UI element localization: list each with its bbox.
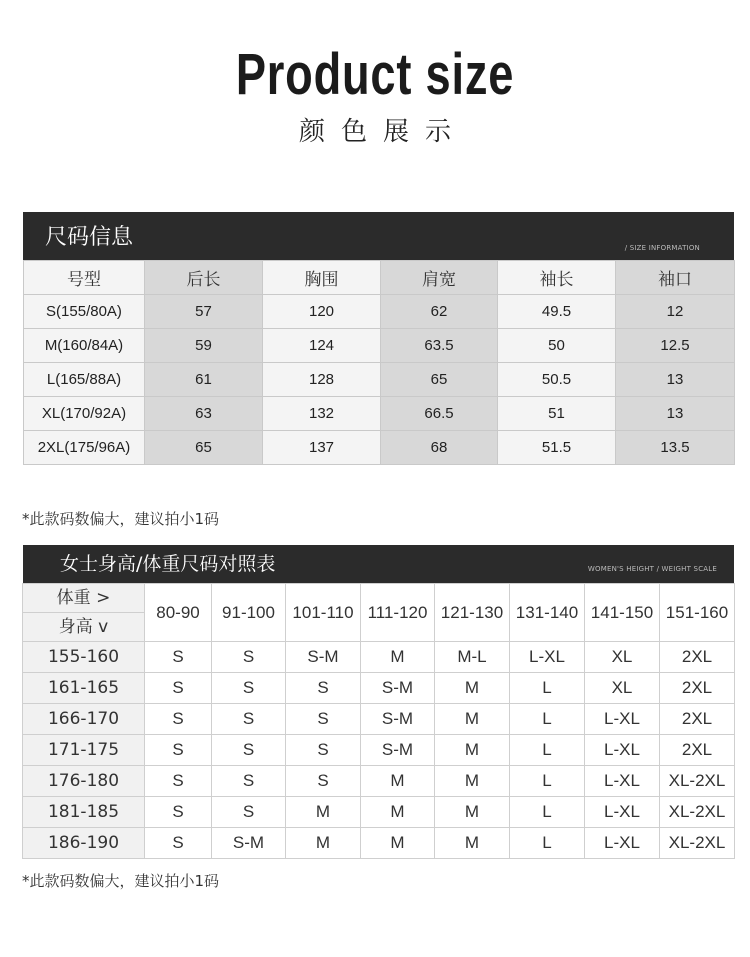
table-cell: S <box>212 704 286 735</box>
table-cell: XL-2XL <box>660 797 735 828</box>
weight-axis-label: 体重 > <box>23 584 144 613</box>
table-cell: 63 <box>145 397 263 431</box>
row-header: 155-160 <box>23 642 145 673</box>
table-cell: L <box>510 735 585 766</box>
table-header-row <box>23 584 735 642</box>
table-cell: S <box>212 642 286 673</box>
table-cell: 59 <box>145 329 263 363</box>
column-header: 胸围 <box>263 261 381 295</box>
table-cell: XL-2XL <box>660 766 735 797</box>
table-cell: S-M <box>361 673 435 704</box>
table-cell: M <box>286 828 361 859</box>
height-axis-label: 身高 v <box>58 617 109 637</box>
column-header: 后长 <box>145 261 263 295</box>
table-cell: M <box>435 828 510 859</box>
table-cell: S <box>145 735 212 766</box>
table-row <box>24 295 735 329</box>
column-header: 袖口 <box>616 261 735 295</box>
table-cell: 2XL <box>660 673 735 704</box>
table-cell: L <box>510 673 585 704</box>
table-cell: 128 <box>263 363 381 397</box>
page-title: Product size <box>235 42 515 107</box>
table-cell: M <box>435 673 510 704</box>
table-cell: 12 <box>616 295 735 329</box>
column-header: 121-130 <box>435 584 510 642</box>
table-cell: XL <box>585 673 660 704</box>
table-cell: XL(170/92A) <box>24 397 145 431</box>
table-cell: 132 <box>263 397 381 431</box>
table-cell: L <box>510 828 585 859</box>
row-header: 186-190 <box>23 828 145 859</box>
corner-header <box>23 584 145 642</box>
table-cell: 68 <box>381 431 498 465</box>
table-cell: M <box>435 797 510 828</box>
table-cell: S(155/80A) <box>24 295 145 329</box>
table-cell: 13 <box>616 397 735 431</box>
table-cell: L-XL <box>585 704 660 735</box>
table-row <box>23 704 735 735</box>
table-cell: S <box>145 766 212 797</box>
table-cell: 49.5 <box>498 295 616 329</box>
table-cell: L <box>510 797 585 828</box>
table-cell: S-M <box>286 642 361 673</box>
table-cell: 61 <box>145 363 263 397</box>
table-row <box>24 431 735 465</box>
table-cell: 2XL <box>660 642 735 673</box>
table-cell: M <box>435 735 510 766</box>
table-cell: M(160/84A) <box>24 329 145 363</box>
table-cell: 12.5 <box>616 329 735 363</box>
table-cell: M <box>361 766 435 797</box>
table-cell: L-XL <box>585 735 660 766</box>
table-cell: S <box>145 797 212 828</box>
table-row <box>23 642 735 673</box>
weight-scale-subtitle: WOMEN'S HEIGHT / WEIGHT SCALE <box>587 565 717 573</box>
table-cell: 50.5 <box>498 363 616 397</box>
row-header: 176-180 <box>23 766 145 797</box>
table-cell: S <box>286 704 361 735</box>
column-header: 91-100 <box>212 584 286 642</box>
table-cell: 2XL <box>660 704 735 735</box>
column-header: 袖长 <box>498 261 616 295</box>
table-cell: 2XL(175/96A) <box>24 431 145 465</box>
table-cell: L-XL <box>585 797 660 828</box>
table-cell: 65 <box>145 431 263 465</box>
row-header: 161-165 <box>23 673 145 704</box>
column-header: 131-140 <box>510 584 585 642</box>
column-header: 肩宽 <box>381 261 498 295</box>
table-cell: S-M <box>212 828 286 859</box>
table-cell: 13 <box>616 363 735 397</box>
table-cell: 120 <box>263 295 381 329</box>
size-note: *此款码数偏大，建议拍小1码 <box>22 510 220 528</box>
size-info-title: 尺码信息 <box>45 225 134 250</box>
column-header: 号型 <box>24 261 145 295</box>
column-header: 141-150 <box>585 584 660 642</box>
weight-scale-title: 女士身高/体重尺码对照表 <box>60 553 276 575</box>
column-header: 80-90 <box>145 584 212 642</box>
table-header-row <box>24 261 735 295</box>
size-info-table <box>23 260 735 465</box>
table-cell: M <box>286 797 361 828</box>
table-row <box>24 397 735 431</box>
table-row <box>23 673 735 704</box>
table-row <box>23 828 735 859</box>
table-cell: S <box>212 797 286 828</box>
height-weight-table <box>22 583 735 859</box>
table-cell: 51.5 <box>498 431 616 465</box>
table-cell: M <box>435 766 510 797</box>
table-cell: 51 <box>498 397 616 431</box>
table-cell: S <box>286 735 361 766</box>
table-cell: S <box>145 704 212 735</box>
table-cell: 65 <box>381 363 498 397</box>
column-header: 101-110 <box>286 584 361 642</box>
table-cell: S <box>212 673 286 704</box>
table-cell: 2XL <box>660 735 735 766</box>
table-cell: S <box>212 735 286 766</box>
column-header: 111-120 <box>361 584 435 642</box>
table-row <box>23 797 735 828</box>
table-cell: S <box>145 673 212 704</box>
size-info-header <box>23 212 734 260</box>
table-cell: S-M <box>361 735 435 766</box>
table-row <box>23 735 735 766</box>
table-cell: 57 <box>145 295 263 329</box>
table-cell: L-XL <box>585 766 660 797</box>
size-info-subtitle: / SIZE INFORMATION <box>624 244 700 252</box>
table-cell: L-XL <box>510 642 585 673</box>
table-row <box>24 329 735 363</box>
table-cell: S <box>145 642 212 673</box>
table-cell: 66.5 <box>381 397 498 431</box>
table-row <box>24 363 735 397</box>
table-cell: S <box>212 766 286 797</box>
table-cell: L <box>510 766 585 797</box>
table-cell: M <box>361 642 435 673</box>
table-cell: S <box>286 673 361 704</box>
table-cell: L <box>510 704 585 735</box>
table-cell: M-L <box>435 642 510 673</box>
table-cell: S <box>145 828 212 859</box>
column-header: 151-160 <box>660 584 735 642</box>
table-cell: 137 <box>263 431 381 465</box>
table-cell: S <box>286 766 361 797</box>
table-row <box>23 766 735 797</box>
table-cell: 50 <box>498 329 616 363</box>
table-cell: 62 <box>381 295 498 329</box>
row-header: 166-170 <box>23 704 145 735</box>
table-cell: L-XL <box>585 828 660 859</box>
table-cell: 63.5 <box>381 329 498 363</box>
table-cell: M <box>361 797 435 828</box>
weight-scale-header <box>23 545 734 583</box>
size-note-2: *此款码数偏大，建议拍小1码 <box>22 872 220 890</box>
table-cell: S-M <box>361 704 435 735</box>
table-cell: M <box>361 828 435 859</box>
table-cell: XL-2XL <box>660 828 735 859</box>
table-cell: 13.5 <box>616 431 735 465</box>
table-cell: M <box>435 704 510 735</box>
row-header: 181-185 <box>23 797 145 828</box>
table-cell: XL <box>585 642 660 673</box>
row-header: 171-175 <box>23 735 145 766</box>
table-cell: 124 <box>263 329 381 363</box>
page-subtitle: 颜色展示 <box>298 117 467 147</box>
table-cell: L(165/88A) <box>24 363 145 397</box>
